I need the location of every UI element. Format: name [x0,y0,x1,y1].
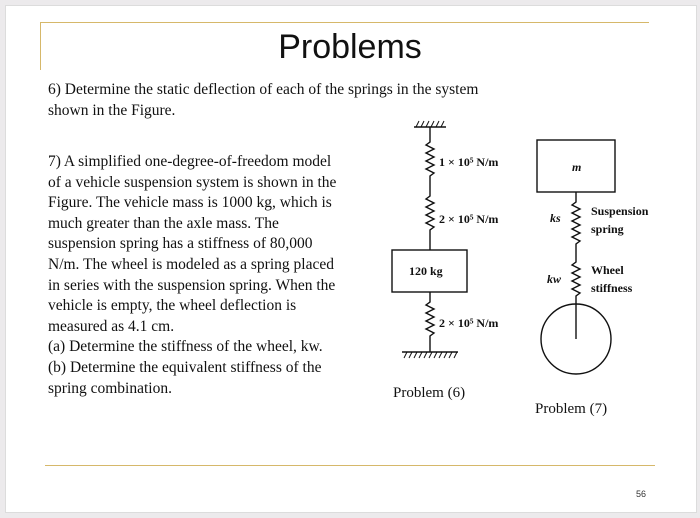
spring-1 [426,127,434,186]
ceiling-hatch [416,121,444,127]
problem-7-figure [537,140,615,374]
problem-7-line: (a) Determine the stiffness of the wheel, kw. [48,338,323,356]
problem-7-line: vehicle is empty, the wheel deflection is [48,297,297,315]
wheel-label-2: stiffness [591,281,633,295]
page-number: 56 [636,489,647,499]
problem-7-line: spring combination. [48,379,172,397]
kw-label: kw [547,272,562,286]
problem-7-line: in series with the suspension spring. When the [48,276,336,294]
spring-3-label: 2 × 10⁵ N/m [439,316,499,330]
problem-7-line: N/m. The wheel is modeled as a spring placed [48,255,334,273]
spring-3 [426,292,434,352]
problem-7-caption: Problem (7) [535,401,608,417]
floor-hatch [404,352,457,358]
suspension-label-1: Suspension [591,204,649,218]
spring-1-label: 1 × 10⁵ N/m [439,155,499,169]
spring-2 [426,186,434,250]
mass-label: 120 kg [409,264,443,278]
problem-7-line: much greater than the axle mass. The [48,214,279,232]
problem-6-text: 6) Determine the static deflection of each of the springs in the system shown in the Figure. [48,81,479,119]
ks-label: ks [550,211,561,225]
suspension-spring [572,192,580,256]
problem-7-line: measured as 4.1 cm. [48,317,175,335]
vehicle-mass-label: m [572,160,582,174]
wheel-label-1: Wheel [591,263,624,277]
spring-2-label: 2 × 10⁵ N/m [439,212,499,226]
wheel-spring [572,256,580,304]
problem-7-line: Figure. The vehicle mass is 1000 kg, which is [48,194,332,212]
problem-7-line: 7) A simplified one-degree-of-freedom model [48,153,332,170]
problem-7-line: (b) Determine the equivalent stiffness of the [48,358,322,376]
slide-title: Problems [278,28,422,66]
problem-7-line: of a vehicle suspension system is shown in the [48,173,337,191]
problem-6-caption: Problem (6) [393,385,466,401]
problem-7-line: suspension spring has a stiffness of 80,000 [48,235,313,253]
suspension-label-2: spring [591,222,624,236]
